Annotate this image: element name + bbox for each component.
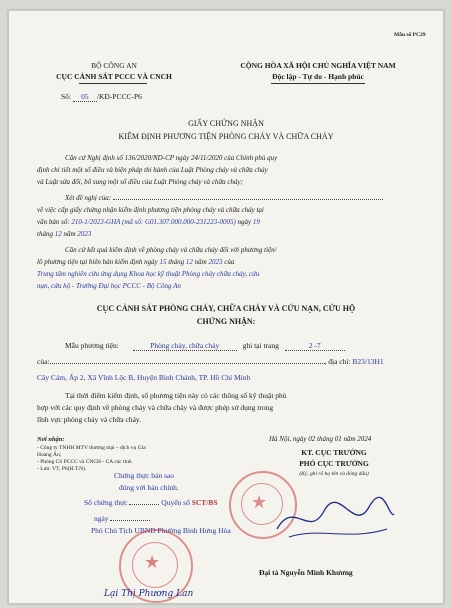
doc-number-label: văn bản số:	[37, 218, 72, 226]
request-label: Xét đề nghị của:	[65, 194, 113, 202]
request-line4	[37, 230, 91, 238]
certificate-page	[8, 10, 444, 604]
number-label: Số:	[61, 92, 72, 101]
legal-basis-line3: và Luật sửa đổi, bổ sung một số điều của Luật Phòng cháy và chữa cháy;	[37, 178, 243, 186]
place-date: Hà Nội, ngày 02 tháng 01 năm 2024	[269, 435, 372, 443]
request-line3	[37, 218, 260, 226]
nation-title: CỘNG HÒA XÃ HỘI CHỦ NGHĨA VIỆT NAM	[240, 61, 396, 70]
inspection-center-line2: nạn, cứu hộ - Trường Đại học PCCC - Bộ Công An	[37, 282, 181, 290]
request-line1	[65, 194, 383, 202]
issuer-department: CỤC CẢNH SÁT PCCC VÀ CNCH	[56, 72, 172, 81]
certifying-signer: Lại Thị Phương Lan	[104, 589, 194, 599]
address-label: , địa chỉ:	[324, 357, 351, 366]
request-year: 2023	[77, 230, 92, 238]
conclusion-line3: lĩnh vực phòng cháy và chữa cháy.	[37, 415, 142, 424]
inspection-center-line1: Trung tâm nghiên cứu ứng dụng Khoa học kỹ thuật Phòng cháy chữa cháy, cứu	[37, 270, 260, 278]
page-label: ghi tại trang	[242, 341, 279, 350]
book-label: Quyển số	[161, 498, 190, 507]
inspection-month: 12	[185, 258, 193, 266]
signer-note: (Ký, ghi rõ họ tên và đóng dấu)	[299, 471, 369, 477]
page-value: 2 -7	[285, 341, 345, 351]
signer-title1: KT. CỤC TRƯỞNG	[301, 448, 367, 457]
equipment-type-row	[65, 341, 345, 351]
inspection-day: 15	[159, 258, 167, 266]
request-dots	[113, 199, 383, 200]
certification-date-label: ngày	[94, 514, 109, 523]
ward-seal-star-icon: ★	[144, 552, 161, 572]
owner-label: của:	[37, 357, 50, 366]
month-label: tháng	[37, 230, 55, 238]
legal-basis-line2: định chi tiết một số điều và biện pháp thi hành của Luật Phòng cháy và chữa cháy	[37, 166, 268, 174]
conclusion-line1: Tại thời điểm kiểm định, số phương tiện này có các thông số kỹ thuật phù	[65, 391, 287, 400]
certifying-official: Phó Chủ Tịch UBND Phường Bình Hưng Hòa	[91, 526, 231, 535]
recipient-1: - Công ty TNHH MTV thương mại – dịch vụ Gia	[37, 445, 146, 451]
legal-basis-line1: Căn cứ Nghị định số 136/2020/ND-CP ngày 24/11/2020 của Chính phủ quy	[65, 154, 278, 162]
doc-number-value: 210-1/2023-GHA (mã số: G01.307.000.000-231223-0005)	[71, 218, 236, 226]
number-suffix: /KĐ-PCCC-P6	[96, 92, 142, 101]
inspection-of-label: của	[222, 258, 235, 266]
nation-motto: Độc lập - Tự do - Hạnh phúc	[272, 72, 364, 81]
owner-dots	[50, 363, 325, 364]
conclusion-line2: hợp với các quy định về phòng cháy và chữa cháy và được phép sử dụng trong	[37, 403, 274, 412]
certifies-heading: CHỨNG NHẬN:	[196, 317, 256, 326]
certified-copy-line2: đúng với bản chính.	[119, 483, 179, 492]
recipients-heading: Nơi nhận:	[37, 436, 65, 443]
equipment-type-label: Mẫu phương tiện:	[65, 341, 119, 350]
certification-date-row	[94, 514, 150, 523]
inspection-year: 2023	[208, 258, 223, 266]
inspection-date-label: lô phương tiện tại biên bản kiểm định ngày	[37, 258, 160, 266]
inspection-line1: Căn cứ kết quả kiểm định về phòng cháy và chữa cháy đối với phương tiện/	[65, 246, 277, 254]
document-number	[61, 92, 142, 102]
address-value-part2: Cây Cám, Ấp 2, Xã Vĩnh Lộc B, Huyện Bình Chánh, TP. Hồ Chí Minh	[37, 373, 251, 382]
request-month: 12	[54, 230, 62, 238]
certification-number-row	[84, 498, 218, 507]
inspection-line2	[37, 258, 234, 266]
date-label: ngày	[235, 218, 253, 226]
signer-name: Đại tá Nguyễn Minh Khương	[259, 568, 353, 577]
owner-row	[37, 357, 384, 366]
recipient-2: - Phòng CS PCCC và CNCH - CA các tỉnh	[37, 459, 132, 465]
certification-number-label: Số chứng thực	[84, 498, 128, 507]
equipment-type-value: Phòng cháy, chữa cháy	[133, 341, 237, 351]
certification-date-dots	[110, 520, 150, 521]
certification-number-dots	[129, 504, 159, 505]
issuer-ministry: BỘ CÔNG AN	[91, 61, 137, 70]
inspection-month-label: tháng	[166, 258, 186, 266]
year-label: năm	[61, 230, 78, 238]
book-value: SCT/BS	[191, 498, 218, 507]
inspection-year-label: năm	[192, 258, 209, 266]
signature-scribble	[269, 489, 399, 549]
recipient-1b: Hoàng Ân;	[37, 452, 62, 458]
certified-copy-line1: Chứng thực bản sao	[114, 471, 174, 480]
certificate-title: GIẤY CHỨNG NHẬN	[188, 119, 264, 128]
certificate-subtitle: KIỂM ĐỊNH PHƯƠNG TIỆN PHÒNG CHÁY VÀ CHỮA CHÁY	[118, 132, 334, 141]
form-code: Mẫu số PC29	[394, 32, 426, 38]
request-day: 19	[252, 218, 260, 226]
request-line2: về việc cấp giấy chứng nhận kiểm định phương tiện phòng cháy và chữa cháy tại	[37, 206, 264, 214]
certifying-authority: CỤC CẢNH SÁT PHÒNG CHÁY, CHỮA CHÁY VÀ CỨU NẠN, CỨU HỘ	[96, 304, 356, 313]
signer-title2: PHÓ CỤC TRƯỞNG	[299, 459, 369, 468]
address-value-part1: B23/13H1	[352, 357, 384, 366]
recipient-3: - Lưu: VT, P6(H.T.N).	[37, 466, 87, 472]
number-value: 05	[73, 92, 97, 102]
seal-star-icon: ★	[251, 492, 268, 512]
